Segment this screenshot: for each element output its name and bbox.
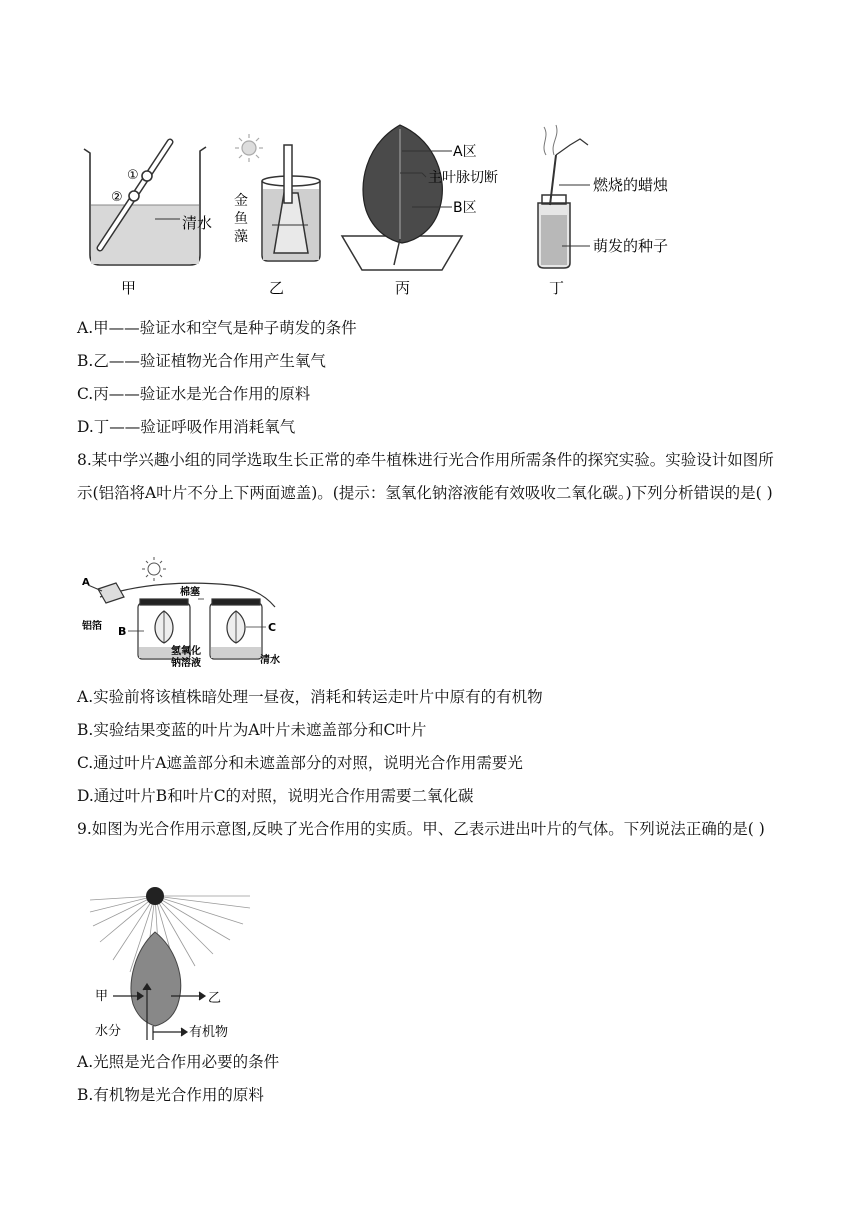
q8-label-b: B	[118, 625, 127, 638]
q9-stem: 9.如图为光合作用示意图,反映了光合作用的实质。甲、乙表示进出叶片的气体。下列说法正确的是( )	[77, 820, 765, 838]
q7-option-c: C.丙——验证水是光合作用的原料	[77, 385, 311, 403]
q9-label-organic: 有机物	[189, 1025, 229, 1040]
q7-option-d: D.丁——验证呼吸作用消耗氧气	[77, 418, 296, 436]
q8-label-c: C	[268, 621, 277, 634]
leaf-bing	[342, 125, 462, 270]
jar-yi	[262, 145, 320, 261]
q8-option-c: C.通过叶片A遮盖部分和未遮盖部分的对照，说明光合作用需要光	[77, 754, 523, 772]
q9-figure	[85, 882, 255, 1042]
q8-label-water: 清水	[260, 655, 280, 666]
q9-option-b: B.有机物是光合作用的原料	[77, 1086, 264, 1104]
q8-figure	[80, 555, 290, 670]
jia-water-label: 清水	[182, 214, 213, 232]
beaker-jia	[84, 142, 206, 265]
experiments-figure	[70, 115, 690, 300]
jia-mark-2: ②	[111, 190, 123, 205]
bing-label-b: B区	[453, 200, 477, 216]
sun-icon	[142, 557, 166, 581]
q8-label-naoh-2: 钠溶液	[171, 658, 201, 669]
q8-option-d: D.通过叶片B和叶片C的对照，说明光合作用需要二氧化碳	[77, 787, 474, 805]
ding-label-seeds: 萌发的种子	[593, 237, 669, 255]
jia-mark-1: ①	[127, 168, 139, 183]
caption-ding: 丁	[549, 279, 565, 297]
q9-label-water: 水分	[95, 1024, 122, 1039]
q7-option-b: B.乙——验证植物光合作用产生氧气	[77, 352, 326, 370]
q9-label-yi: 乙	[208, 991, 222, 1006]
q8-option-b: B.实验结果变蓝的叶片为A叶片未遮盖部分和C叶片	[77, 721, 427, 739]
caption-bing: 丙	[395, 279, 411, 297]
bing-label-cut: 主叶脉切断	[428, 170, 498, 186]
q8-label-cotton: 棉塞	[180, 587, 200, 598]
q9-label-jia: 甲	[95, 989, 109, 1004]
caption-yi: 乙	[269, 279, 285, 297]
q8-label-foil: 铝箔	[82, 621, 102, 632]
bottle-ding	[538, 125, 590, 268]
q8-label-naoh-1: 氢氧化	[171, 646, 201, 657]
sun-icon	[235, 134, 263, 162]
q8-stem: 8.某中学兴趣小组的同学选取生长正常的牵牛植株进行光合作用所需条件的探究实验。实验设计如图所示(铝箔将A叶片不分上下两面遮盖)。(提示：氢氧化钠溶液能有效吸收二氧化碳。)下列分析错误的是( )	[77, 451, 774, 502]
caption-jia: 甲	[121, 279, 137, 297]
yi-plant-label-1: 金	[234, 193, 248, 209]
bing-label-a: A区	[453, 144, 477, 160]
q8-label-a: A	[82, 577, 90, 588]
yi-plant-label-2: 鱼	[234, 211, 248, 227]
sun-icon	[146, 887, 164, 905]
q9-option-a: A.光照是光合作用必要的条件	[77, 1053, 280, 1071]
ding-label-candle: 燃烧的蜡烛	[593, 176, 669, 194]
q7-option-a: A.甲——验证水和空气是种子萌发的条件	[77, 319, 357, 337]
q8-option-a: A.实验前将该植株暗处理一昼夜，消耗和转运走叶片中原有的有机物	[77, 688, 543, 706]
yi-plant-label-3: 藻	[234, 229, 248, 245]
